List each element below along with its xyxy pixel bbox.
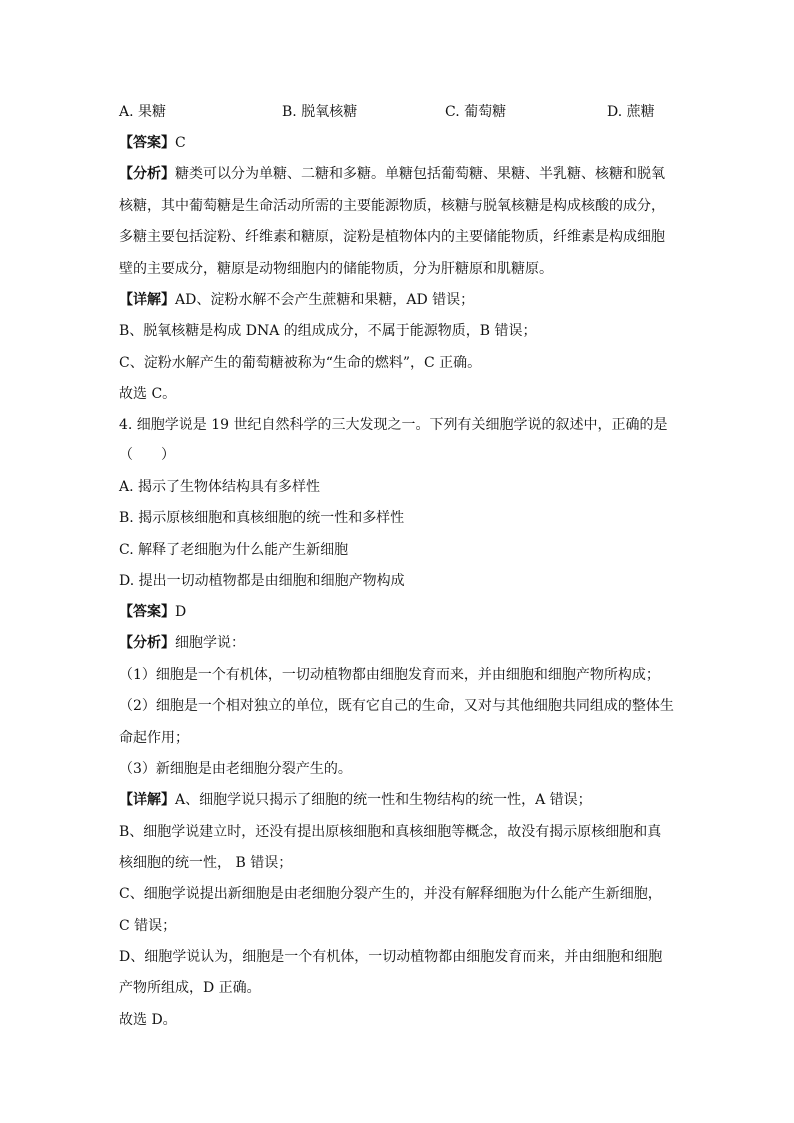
q3-analysis-line-2: 核糖，其中葡萄糖是生命活动所需的主要能源物质，核糖与脱氧核糖是构成核酸的成分， xyxy=(119,198,665,214)
q4-detail-line-2: B、细胞学说建立时，还没有提出原核细胞和真核细胞等概念，故没有揭示原核细胞和真 xyxy=(119,824,662,840)
q4-detail-line-7: 产物所组成，D 正确。 xyxy=(119,980,261,996)
q3-detail-line-3: C、淀粉水解产生的葡萄糖被称为“生命的燃料”，C 正确。 xyxy=(119,355,482,371)
q3-option-c: C. 葡萄糖 xyxy=(445,104,507,120)
q3-answer-tag: 【答案】 xyxy=(119,135,175,151)
q4-answer-value: D xyxy=(175,604,187,620)
q3-analysis-line-1 xyxy=(119,164,665,184)
q3-answer-line xyxy=(119,133,186,153)
q3-detail-text-1: AD、淀粉水解不会产生蔗糖和果糖，AD 错误； xyxy=(175,292,475,308)
q4-stem-line-2: （ ） xyxy=(119,447,175,463)
q4-analysis-line-head xyxy=(119,633,245,653)
q4-answer-tag: 【答案】 xyxy=(119,604,175,620)
q4-detail-line-4: C、细胞学说提出新细胞是由老细胞分裂产生的，并没有解释细胞为什么能产生新细胞， xyxy=(119,886,662,902)
q3-option-a: A. 果糖 xyxy=(119,104,167,120)
q3-analysis-line-4: 壁的主要成分，糖原是动物细胞内的储能物质，分为肝糖原和肌糖原。 xyxy=(119,261,553,277)
q4-detail-text-1: A、细胞学说只揭示了细胞的统一性和生物结构的统一性，A 错误； xyxy=(175,792,592,808)
q4-analysis-line-1: （1）细胞是一个有机体，一切动植物都由细胞发育而来，并由细胞和细胞产物所构成； xyxy=(119,667,660,683)
q4-analysis-tag: 【分析】 xyxy=(119,635,175,651)
q4-detail-line-6: D、细胞学说认为，细胞是一个有机体，一切动植物都由细胞发育而来，并由细胞和细胞 xyxy=(119,949,663,965)
q4-stem-line-1: 4. 细胞学说是 19 世纪自然科学的三大发现之一。下列有关细胞学说的叙述中，正确的是 xyxy=(119,417,668,433)
q3-analysis-line-3: 多糖主要包括淀粉、纤维素和糖原，淀粉是植物体内的主要储能物质，纤维素是构成细胞 xyxy=(119,229,665,245)
q3-analysis-tag: 【分析】 xyxy=(119,166,175,182)
q3-option-d: D. 蔗糖 xyxy=(607,104,655,120)
q4-answer-line xyxy=(119,602,186,622)
q4-option-a: A. 揭示了生物体结构具有多样性 xyxy=(119,479,321,495)
q3-analysis-text-1: 糖类可以分为单糖、二糖和多糖。单糖包括葡萄糖、果糖、半乳糖、核糖和脱氧 xyxy=(175,166,665,182)
q4-detail-tag: 【详解】 xyxy=(119,792,175,808)
q4-analysis-line-3: 命起作用； xyxy=(119,730,189,746)
q3-detail-line-1 xyxy=(119,290,474,310)
q3-detail-line-2: B、脱氧核糖是构成 DNA 的组成成分，不属于能源物质，B 错误； xyxy=(119,323,537,339)
q4-option-b: B. 揭示原核细胞和真核细胞的统一性和多样性 xyxy=(119,510,405,526)
q3-option-b: B. 脱氧核糖 xyxy=(282,104,358,120)
q4-detail-line-3: 核细胞的统一性， B 错误； xyxy=(119,855,293,871)
q4-option-c: C. 解释了老细胞为什么能产生新细胞 xyxy=(119,542,349,558)
q4-conclusion: 故选 D。 xyxy=(119,1012,177,1028)
q3-detail-tag: 【详解】 xyxy=(119,292,175,308)
q4-detail-line-5: C 错误； xyxy=(119,918,177,934)
q4-analysis-line-4: （3）新细胞是由老细胞分裂产生的。 xyxy=(119,761,352,777)
q4-analysis-head: 细胞学说： xyxy=(175,635,245,651)
q4-analysis-line-2: （2）细胞是一个相对独立的单位，既有它自己的生命，又对与其他细胞共同组成的整体生 xyxy=(119,698,674,714)
q4-detail-line-1 xyxy=(119,790,592,810)
q4-option-d: D. 提出一切动植物都是由细胞和细胞产物构成 xyxy=(119,573,405,589)
q3-options-row xyxy=(119,102,679,122)
q3-answer-value: C xyxy=(175,135,186,151)
q3-conclusion: 故选 C。 xyxy=(119,386,177,402)
